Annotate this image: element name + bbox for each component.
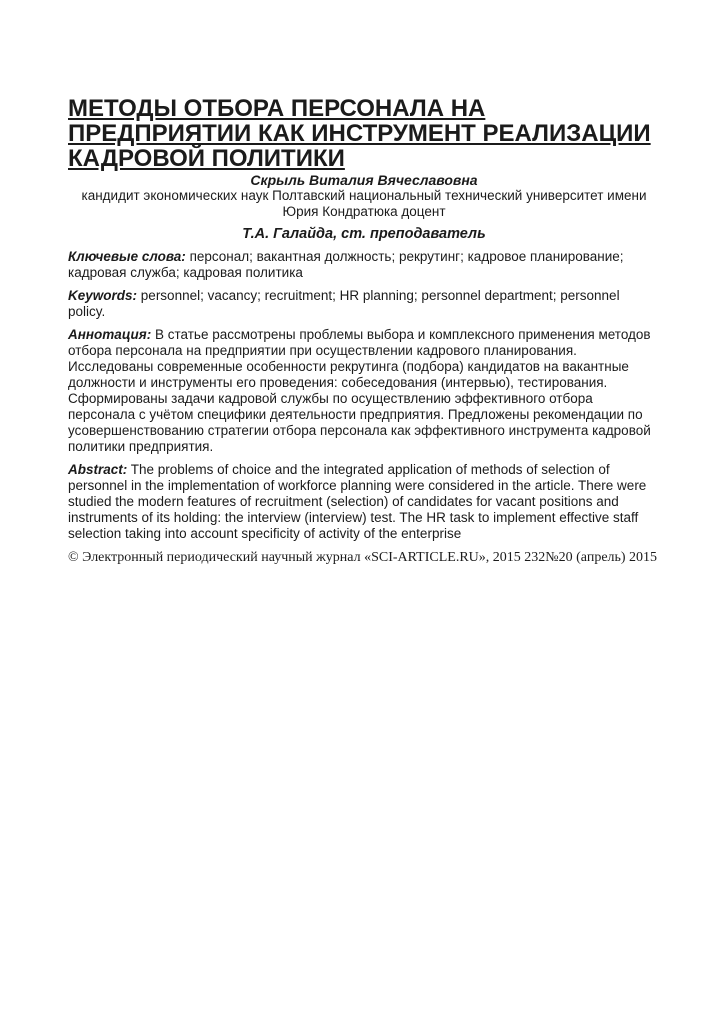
- article-content: [68, 96, 660, 566]
- annotation-ru-label: Аннотация:: [68, 327, 152, 342]
- keywords-ru-label: Ключевые слова:: [68, 249, 186, 264]
- annotation-ru-paragraph: [68, 327, 660, 455]
- keywords-ru-paragraph: [68, 249, 660, 281]
- keywords-en-text: personnel; vacancy; recruitment; HR planning; personnel department; personnel policy.: [68, 288, 620, 319]
- keywords-en-paragraph: [68, 288, 660, 320]
- copyright-line: © Электронный периодический научный журнал «SCI-ARTICLE.RU», 2015 232№20 (апрель) 2015: [68, 550, 658, 565]
- coauthor-line: Т.А. Галайда, ст. преподаватель: [242, 226, 486, 242]
- author-name: Скрыль Виталия Вячеславовна: [250, 172, 478, 188]
- abstract-en-paragraph: [68, 462, 660, 542]
- annotation-ru-text: В статье рассмотрены проблемы выбора и комплексного применения методов отбора персонала на предприятии при осуществлении кадрового планирования. Исследованы современные особенности рекрутинга (подбора) кандидатов на вакантные должности и инструменты его проведения: собеседования (интервью), тестирования. Сформированы задачи кадровой службы по осуществлению эффективного отбора персонала с учётом специфики деятельности предприятия. Предложены рекомендации по усовершенствованию стратегии отбора персонала как эффективного инструмента кадровой политики предприятия.: [68, 327, 651, 454]
- keywords-ru-text: персонал; вакантная должность; рекрутинг; кадровое планирование; кадровая служба; кадровая политика: [68, 249, 624, 280]
- article-title: МЕТОДЫ ОТБОРА ПЕРСОНАЛА НА ПРЕДПРИЯТИИ КАК ИНСТРУМЕНТ РЕАЛИЗАЦИИ КАДРОВОЙ ПОЛИТИКИ: [68, 95, 651, 172]
- keywords-en-label: Keywords:: [68, 288, 138, 303]
- author-affiliation: кандидит экономических наук Полтавский национальный технический университет имени Юрия Кондратюка доцент: [81, 188, 647, 219]
- abstract-en-label: Abstract:: [68, 462, 128, 477]
- abstract-en-text: The problems of choice and the integrated application of methods of selection of personnel in the implementation of workforce planning were considered in the article. There were studied the modern features of recruitment (selection) of candidates for vacant positions and instruments of its holding: the interview (interview) test. The HR task to implement effective staff selection taking into account specificity of activity of the enterprise: [68, 462, 647, 541]
